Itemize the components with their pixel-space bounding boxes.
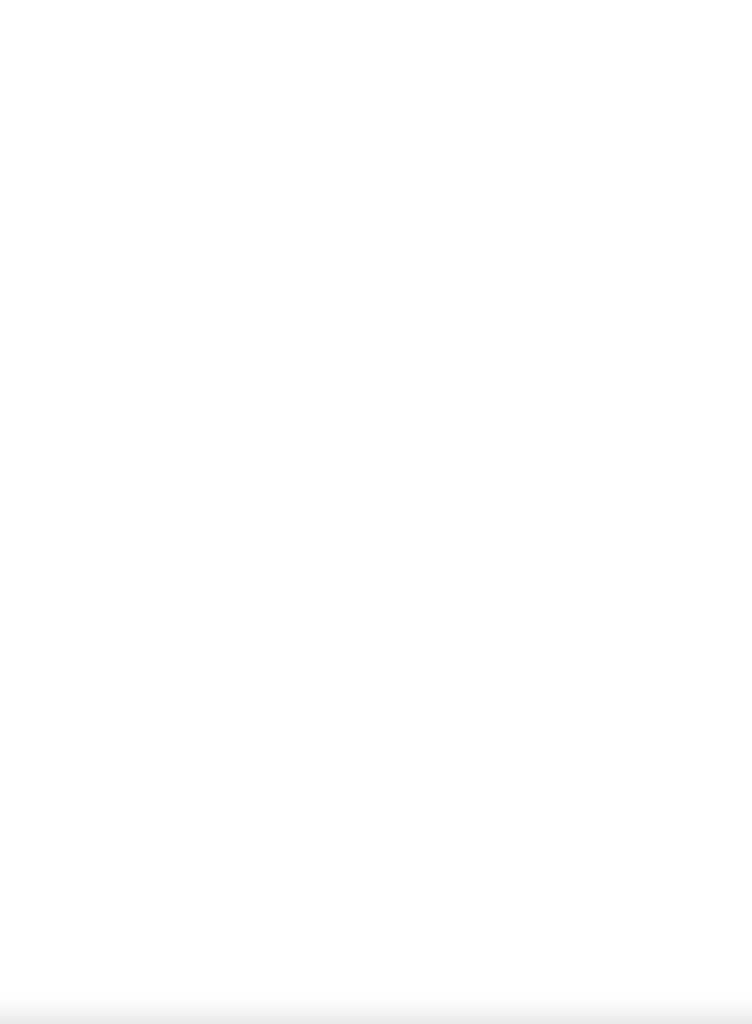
page-bottom-shadow [0, 998, 752, 1024]
document-page [0, 0, 752, 14]
